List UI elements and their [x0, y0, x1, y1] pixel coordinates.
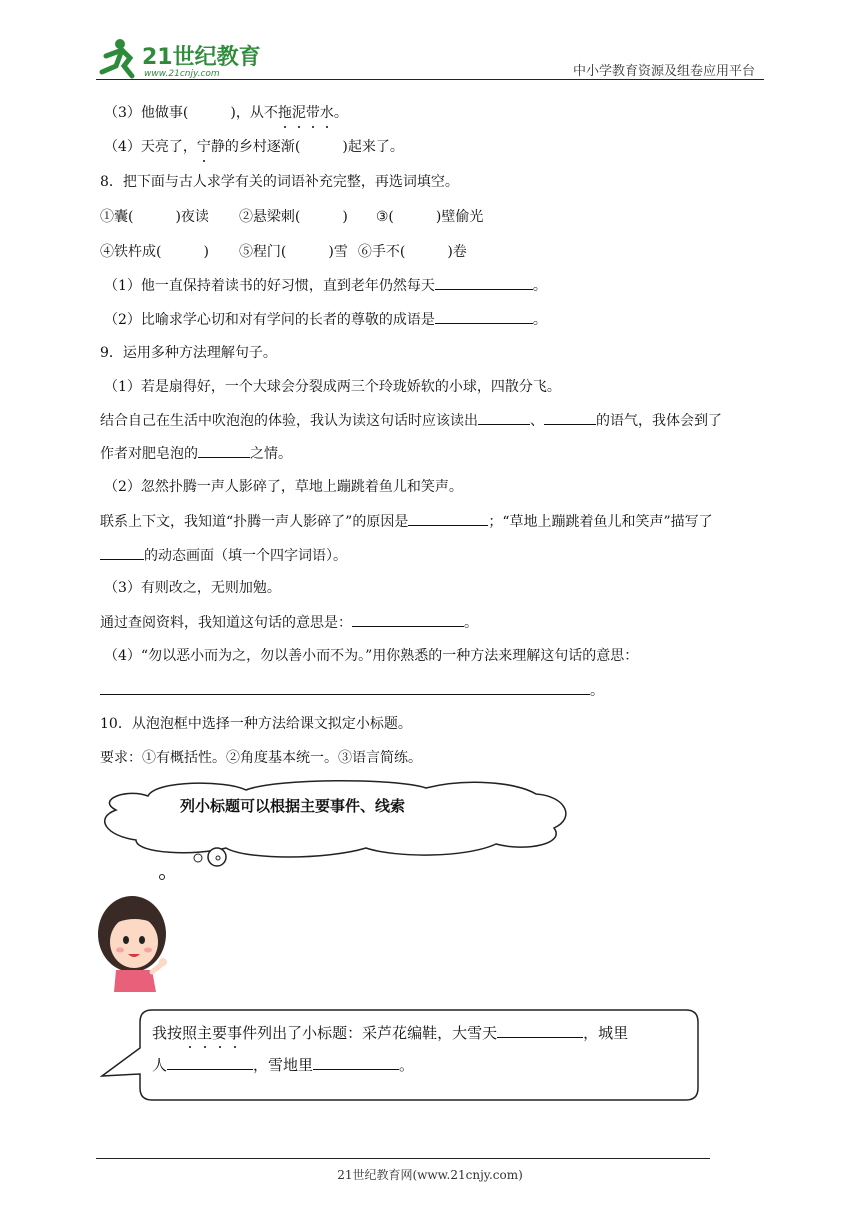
q9-title: 9．运用多种方法理解句子。: [100, 345, 277, 361]
q9-p2-answer-line1: 联系上下文，我知道“扑腾一声人影碎了”的原因是 ；“草地上蹦跳着鱼儿和笑声”描写了: [100, 511, 713, 532]
answer-blank[interactable]: [478, 410, 530, 425]
footer-divider: [96, 1158, 710, 1159]
answer-blank[interactable]: [497, 1023, 583, 1038]
answer-blank[interactable]: [100, 545, 144, 560]
answer-blank[interactable]: [198, 443, 250, 458]
q10-requirements: 要求：①有概括性。②角度基本统一。③语言简练。: [100, 750, 422, 766]
q8-sentence1: （1）他一直保持着读书的好习惯，直到老年仍然每天 。: [104, 275, 547, 296]
answer-blank[interactable]: [435, 275, 533, 290]
q9-p3: （3）有则改之，无则加勉。: [104, 580, 281, 596]
q7-item4: （4）天亮了，宁静的乡村逐渐( )起来了。: [104, 139, 404, 155]
site-logo: [96, 36, 266, 80]
q10-title: 10．从泡泡框中选择一种方法给课文拟定小标题。: [100, 716, 412, 732]
q8-sentence2: （2）比喻求学心切和对有学问的长者的尊敬的成语是 。: [104, 309, 547, 330]
answer-blank[interactable]: [544, 410, 596, 425]
answer-blank[interactable]: [352, 612, 464, 627]
q9-p2: （2）忽然扑腾一声人影碎了，草地上蹦跳着鱼儿和笑声。: [104, 479, 463, 495]
q9-p1-answer-line2: 作者对肥皂泡的 之情。: [100, 443, 292, 464]
q9-p1: （1）若是扇得好，一个大球会分裂成两三个玲珑娇软的小球，四散分飞。: [104, 379, 561, 395]
q8-title: 8．把下面与古人求学有关的词语补充完整，再选词填空。: [100, 174, 459, 190]
q9-p2-answer-line2: 的动态画面（填一个四字词语）。: [100, 545, 347, 566]
q9-p3-answer: 通过查阅资料，我知道这句话的意思是： 。: [100, 612, 478, 633]
svg-text:21世纪教育: 21世纪教育: [142, 45, 261, 70]
bubble-hint-text: 列小标题可以根据主要事件、线索: [180, 797, 406, 815]
svg-text:www.21cnjy.com: www.21cnjy.com: [144, 69, 220, 79]
footer-text: 21世纪教育网(www.21cnjy.com): [337, 1168, 523, 1182]
q7-item3: （3）他做事( )，从不拖泥带水。: [104, 105, 348, 121]
q8-row2: ④铁杵成( ) ⑤程门( )雪 ⑥手不( )卷: [100, 244, 467, 260]
answer-blank[interactable]: [167, 1055, 253, 1070]
runner-icon: [102, 39, 132, 76]
q9-p4: （4）“勿以恶小而为之，勿以善小而不为。”用你熟悉的一种方法来理解这句话的意思：: [104, 648, 639, 664]
q9-p4-answer: 。: [100, 680, 604, 701]
speech-line1: 我按照主要事件列出了小标题：采芦花编鞋，大雪天 ，城里: [152, 1024, 629, 1042]
answer-blank[interactable]: [408, 511, 488, 526]
speech-line2: 人 ，雪地里 。: [152, 1056, 415, 1074]
answer-blank[interactable]: [435, 309, 533, 324]
platform-label: 中小学教育资源及组卷应用平台: [572, 64, 755, 79]
answer-blank[interactable]: [313, 1055, 399, 1070]
header-divider: [96, 79, 764, 80]
q9-p1-answer-line1: 结合自己在生活中吹泡泡的体验，我认为读这句话时应该读出 、 的语气，我体会到了: [100, 410, 722, 431]
q8-row1: ①囊( )夜读 ②悬梁刺( ) ③( )壁偷光: [100, 209, 484, 225]
girl-illustration: [96, 892, 176, 996]
answer-blank[interactable]: [100, 680, 590, 695]
